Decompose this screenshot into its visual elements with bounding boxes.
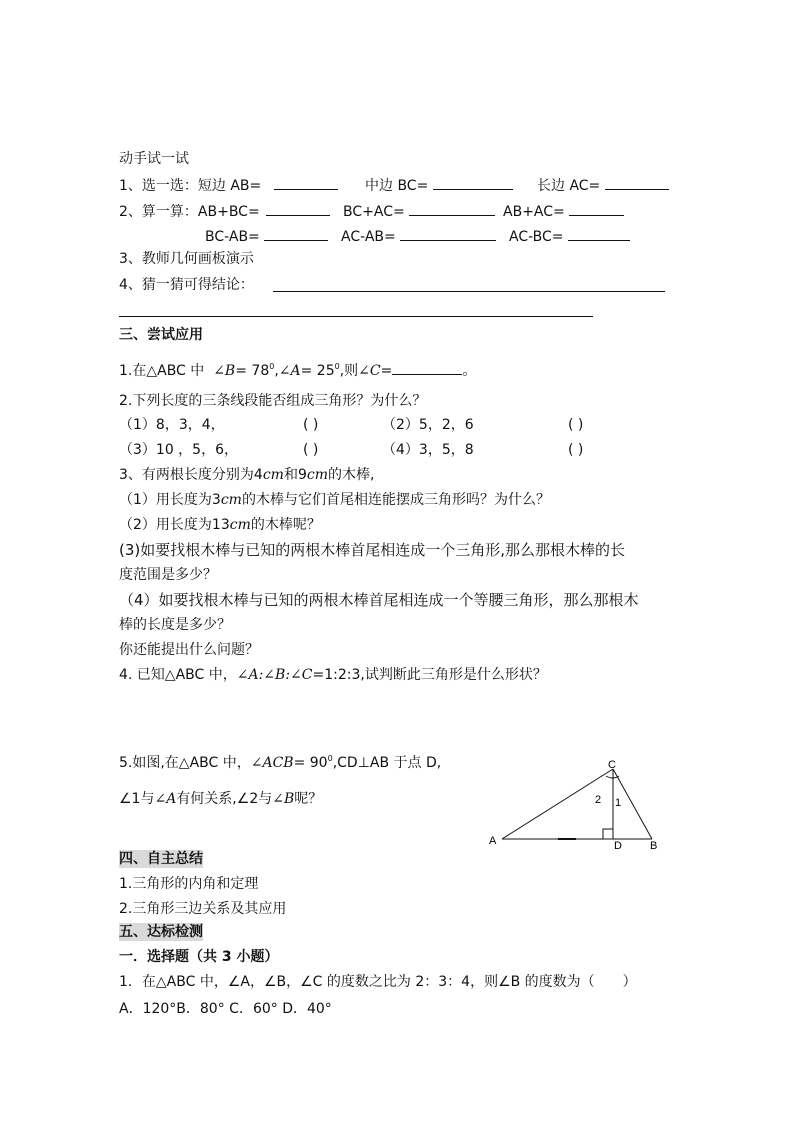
angle-b-value: = 78	[235, 363, 270, 379]
q5-angle-b: ∠B	[272, 791, 295, 807]
q4-suffix: =1:2:3,试判断此三角形是什么形状？	[312, 667, 547, 683]
summary-item-1: 1.三角形的内角和定理	[119, 876, 259, 892]
q5-l2-c: 有何关系,∠2与	[176, 791, 273, 807]
right-angle-mark	[603, 829, 613, 839]
angle-label-1: 1	[615, 797, 622, 809]
select-short-label: 1、选一选：短边 AB=	[119, 178, 262, 194]
degree-mark-b: 0	[269, 362, 275, 371]
q3-part-3-line1: (3)如要找根木棒与已知的两根木棒首尾相连成一个三角形,那么那根木棒的长	[119, 541, 626, 559]
q1-end: 。	[462, 363, 477, 379]
unit-cm: cm	[220, 492, 242, 508]
question-1	[119, 358, 476, 380]
q3-part-4-line2: 棒的长度是多少？	[119, 617, 231, 633]
calc-ab-bc-label: 2、算一算：AB+BC=	[119, 204, 260, 220]
q3-title-b: 和9	[283, 467, 307, 483]
q3-title-c: 的木棒,	[328, 467, 375, 483]
q3-p1-a: （1）用长度为3	[119, 492, 221, 508]
angle-a-symbol: ∠A	[278, 363, 301, 379]
triangle-figure	[488, 755, 668, 851]
label-b: B	[650, 840, 658, 851]
q5-l2-e: 呢？	[294, 791, 323, 807]
q4-prefix: 4. 已知△ABC 中，	[119, 667, 237, 683]
q2-item-4-answer[interactable]: ( )	[568, 442, 584, 458]
conclusion-blank-1[interactable]	[273, 291, 665, 292]
calc-bc-ac-label: BC+AC=	[343, 204, 405, 220]
q5-prefix: 5.如图,在△ABC 中，	[119, 755, 251, 771]
q2-item-2-answer[interactable]: ( )	[568, 417, 584, 433]
angle-b-symbol: ∠B	[213, 363, 236, 379]
calc-ab-ac-label: AB+AC=	[503, 204, 565, 220]
conclusion-blank-2[interactable]	[119, 316, 593, 317]
q1-then: ,则	[339, 363, 359, 379]
q3-part-3-line2: 度范围是多少？	[119, 567, 217, 583]
section-title-hands-on: 动手试一试	[119, 151, 189, 167]
heading-assessment: 五、达标检测	[119, 924, 203, 940]
calc-ac-ab-label: AC-AB=	[341, 229, 396, 245]
question-5-line2	[119, 790, 322, 808]
question-2-title: 2.下列长度的三条线段能否组成三角形？为什么？	[119, 393, 427, 409]
calc-line-1	[119, 201, 330, 221]
q3-part-2	[119, 516, 321, 534]
answer-blank-ab-ac[interactable]	[569, 201, 624, 216]
select-long-label: 长边 AC=	[537, 178, 601, 194]
q5-angle-a: ∠A	[154, 791, 177, 807]
teacher-demo-line: 3、教师几何画板演示	[119, 251, 254, 267]
calc-ac-bc	[509, 226, 630, 246]
degree-mark-acb: 0	[327, 754, 333, 763]
angle-c-equals: =	[380, 363, 393, 379]
guess-conclusion-label: 4、猜一猜可得结论：	[119, 277, 254, 293]
calc-bc-ab	[205, 226, 328, 246]
heading-try-apply: 三、尝试应用	[119, 327, 203, 343]
choice-question-1: 1．在△ABC 中，∠A，∠B，∠C 的度数之比为 2：3：4，则∠B 的度数为（ ）	[119, 974, 637, 990]
q3-p2-b: 的木棒呢？	[250, 517, 321, 533]
heading-self-summary: 四、自主总结	[119, 851, 203, 867]
calc-ab-ac	[503, 201, 624, 221]
select-middle	[365, 175, 513, 195]
q5-angle-acb: ∠ACB	[250, 755, 294, 771]
answer-blank-ac-bc[interactable]	[568, 226, 630, 241]
q2-item-1-answer[interactable]: ( )	[303, 417, 319, 433]
q5-angle-acb-value: = 90	[293, 755, 328, 771]
angle-a-value: = 25	[300, 363, 335, 379]
calc-ac-bc-label: AC-BC=	[509, 229, 564, 245]
calc-bc-ac	[343, 201, 495, 221]
label-c: C	[608, 759, 616, 771]
answer-blank-bc-ab[interactable]	[264, 226, 328, 241]
q5-suffix: ,CD⊥AB 于点 D,	[332, 755, 442, 771]
q3-part-4-line1: （4）如要找根木棒与已知的两根木棒首尾相连成一个等腰三角形，那么那根木	[119, 591, 639, 609]
angle-label-2: 2	[595, 794, 602, 806]
q3-part-1	[119, 491, 550, 509]
q3-p2-a: （2）用长度为13	[119, 517, 230, 533]
answer-blank-ac[interactable]	[605, 175, 669, 190]
answer-blank-ab-bc[interactable]	[266, 201, 330, 216]
q2-item-1-label: （1）8，3，4，	[119, 417, 225, 433]
unit-cm: cm	[306, 467, 328, 483]
select-line	[119, 175, 338, 195]
unit-cm: cm	[229, 517, 251, 533]
select-long	[537, 175, 669, 195]
question-5	[119, 750, 441, 772]
q1-separator: ,	[274, 363, 279, 379]
answer-blank-bc[interactable]	[433, 175, 513, 190]
label-a: A	[489, 835, 497, 847]
choice-section-title: 一．选择题（共 3 小题）	[119, 949, 279, 965]
calc-bc-ab-label: BC-AB=	[205, 229, 260, 245]
select-middle-label: 中边 BC=	[365, 178, 429, 194]
q2-item-3-label: （3）10 ，5，6，	[119, 442, 238, 458]
calc-ac-ab	[341, 226, 496, 246]
degree-mark-a: 0	[334, 362, 340, 371]
q4-angle-ratio: ∠A:∠B:∠C	[236, 667, 313, 683]
answer-blank-bc-ac[interactable]	[409, 201, 495, 216]
q2-item-4-label: （4）3，5，8	[382, 442, 474, 458]
label-d: D	[614, 840, 622, 851]
answer-blank-angle-c[interactable]	[392, 360, 462, 375]
question-4	[119, 666, 547, 684]
q5-l2-a: ∠1与	[119, 791, 155, 807]
q2-item-3-answer[interactable]: ( )	[303, 442, 319, 458]
unit-cm: cm	[262, 467, 284, 483]
q3-p1-b: 的木棒与它们首尾相连能摆成三角形吗？为什么？	[241, 492, 550, 508]
summary-item-2: 2.三角形三边关系及其应用	[119, 901, 287, 917]
q3-extra-question: 你还能提出什么问题？	[119, 642, 259, 658]
choice-question-1-options[interactable]: A．120°B．80° C．60° D．40°	[119, 1001, 332, 1017]
angle-c-symbol: ∠C	[358, 363, 381, 379]
q1-prefix: 1.在△ABC 中	[119, 363, 205, 379]
answer-blank-ab[interactable]	[274, 175, 338, 190]
q3-title-a: 3、有两根长度分别为4	[119, 467, 263, 483]
q2-item-2-label: （2）5，2，6	[382, 417, 474, 433]
answer-blank-ac-ab[interactable]	[400, 226, 496, 241]
question-3-title	[119, 466, 374, 484]
